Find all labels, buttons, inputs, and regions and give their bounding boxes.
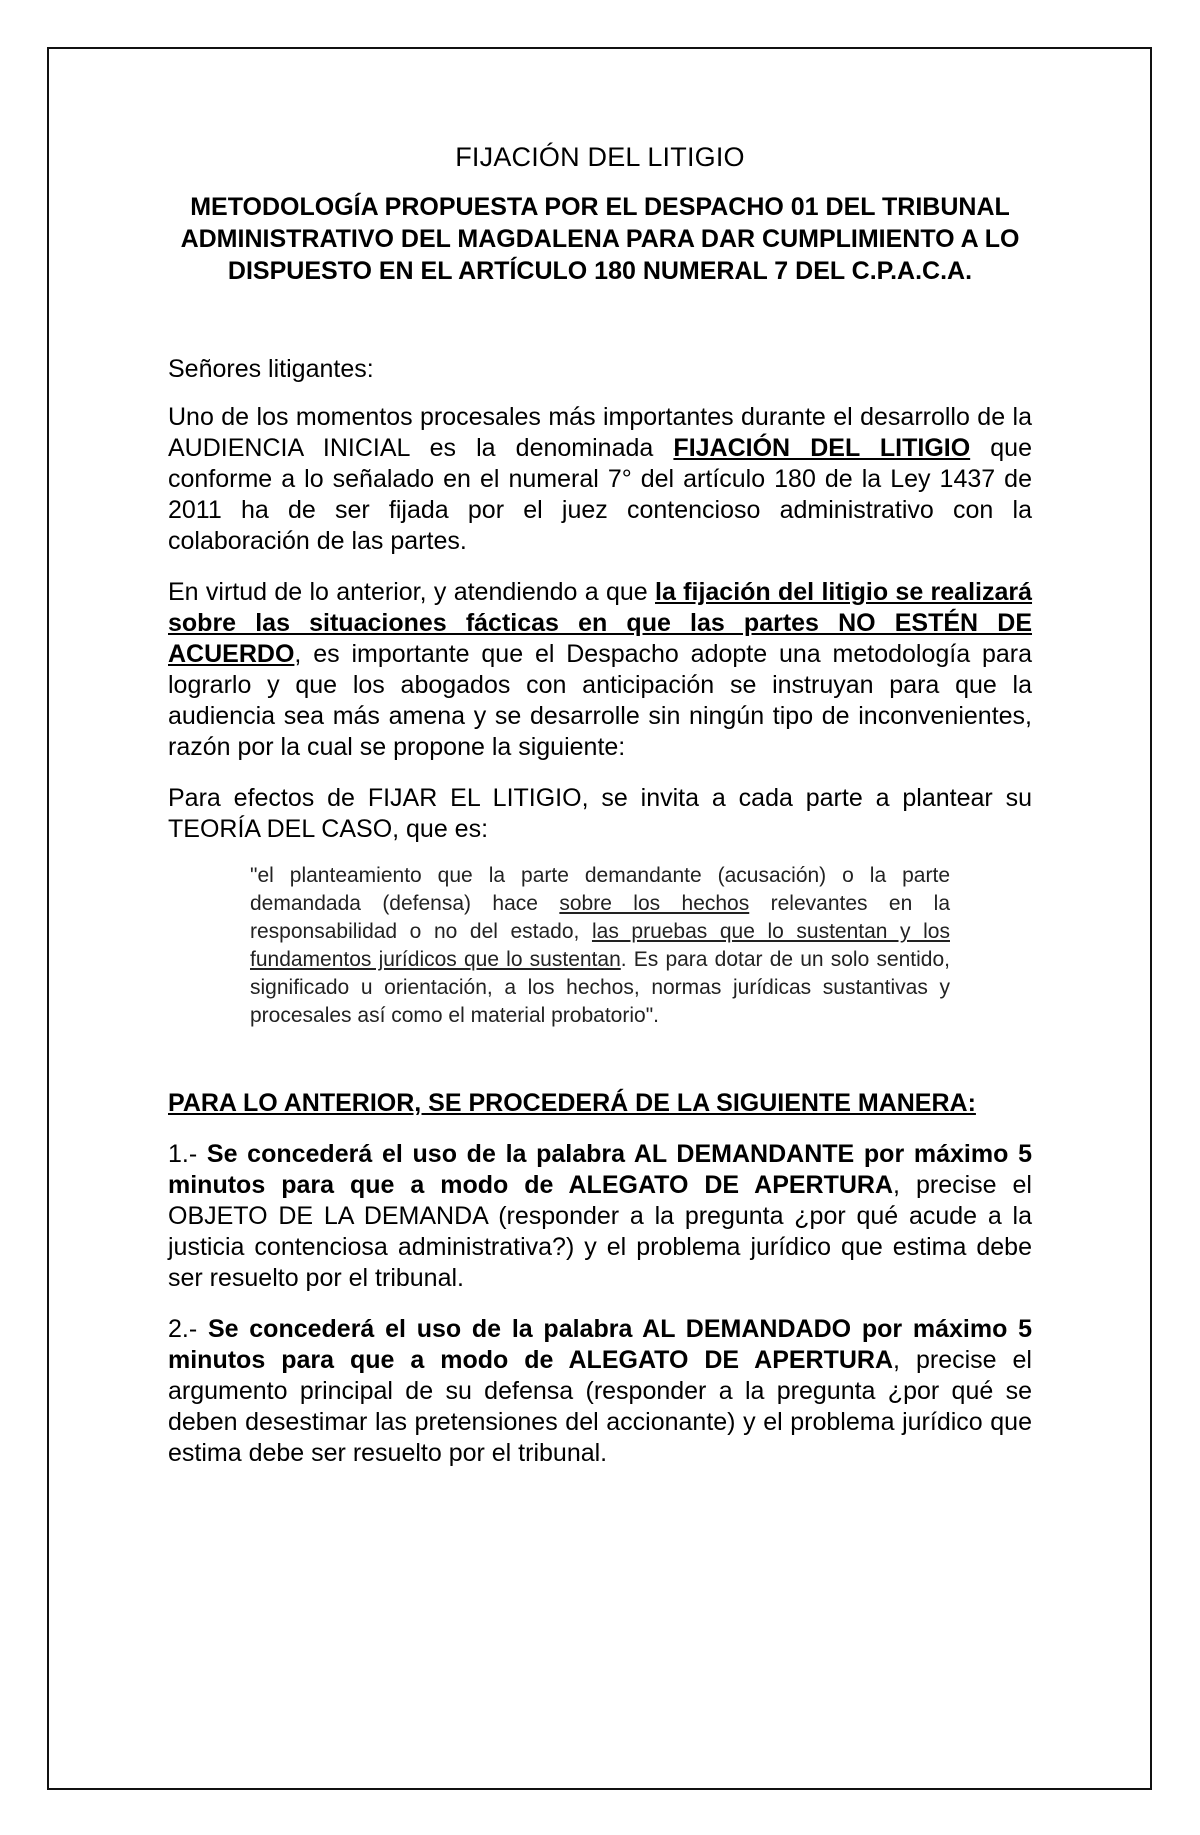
definition-quote (250, 862, 950, 1030)
paragraph-intro (168, 402, 1032, 557)
paragraph-methodology-emphasis: la fijación del litigio se realizará sobre las situaciones fácticas en que las partes NO ESTÉN DE ACUERDO (168, 578, 1033, 668)
paragraph-intro-emphasis: FIJACIÓN DEL LITIGIO (673, 434, 971, 462)
salutation: Señores litigantes: (168, 355, 374, 383)
paragraph-intro-text: Uno de los momentos procesales más importantes durante el desarrollo de la AUDIENCIA INICIAL es la denominada (168, 403, 1032, 462)
quote-text-mid: relevantes en la responsabilidad o no del estado, (250, 892, 950, 943)
quote-text: "el planteamiento que la parte demandante (acusación) o la parte demandada (defensa) hace (250, 864, 950, 915)
item-1-bold: Se concederá el uso de la palabra AL DEMANDANTE por máximo 5 minutos para que a modo de ALEGATO DE APERTURA (168, 1140, 1032, 1199)
paragraph-intro-text-end: que conforme a lo señalado en el numeral 7° del artículo 180 de la Ley 1437 de 2011 ha de ser fijada por el juez contencioso administrativo con la colaboración de las partes. (168, 434, 1032, 555)
item-2-bold: Se concederá el uso de la palabra AL DEMANDADO por máximo 5 minutos para que a modo de ALEGATO DE APERTURA (168, 1315, 1032, 1374)
paragraph-methodology-text: En virtud de lo anterior, y atendiendo a que (168, 578, 656, 606)
quote-underline-facts: sobre los hechos (559, 892, 750, 915)
item-2-text: , precise el argumento principal de su defensa (responder a la pregunta ¿por qué se deben desestimar las pretensiones del accionante) y el problema jurídico que estima debe ser resuelto por el tribunal. (168, 1346, 1032, 1467)
section-heading: PARA LO ANTERIOR, SE PROCEDERÁ DE LA SIGUIENTE MANERA: (168, 1089, 976, 1117)
procedure-item-1 (168, 1139, 1032, 1294)
procedure-item-2 (168, 1314, 1032, 1469)
paragraph-methodology (168, 577, 1032, 763)
document-title: FIJACIÓN DEL LITIGIO (455, 142, 745, 172)
item-1-number: 1.- (168, 1140, 207, 1168)
quote-underline-evidence: las pruebas que lo sustentan y los fundamentos jurídicos que lo sustentan (250, 920, 950, 971)
item-2-number: 2.- (168, 1315, 208, 1343)
document-subtitle: METODOLOGÍA PROPUESTA POR EL DESPACHO 01 DEL TRIBUNAL ADMINISTRATIVO DEL MAGDALENA PARA DAR CUMPLIMIENTO A LO DISPUESTO EN EL ARTÍCULO 180 NUMERAL 7 DEL C.P.A.C.A. (180, 193, 1020, 285)
document-body (168, 132, 1032, 1469)
paragraph-methodology-text-end: , es importante que el Despacho adopte una metodología para lograrlo y que los abogados con anticipación se instruyan para que la audiencia sea más amena y se desarrolle sin ningún tipo de inconvenientes, razón por la cual se propone la siguiente: (168, 640, 1032, 761)
paragraph-theory: Para efectos de FIJAR EL LITIGIO, se invita a cada parte a plantear su TEORÍA DEL CASO, que es: (168, 784, 1032, 843)
quote-text-end: . Es para dotar de un solo sentido, significado u orientación, a los hechos, normas jurídicas sustantivas y procesales así como el material probatorio". (250, 948, 951, 1027)
item-1-text: , precise el OBJETO DE LA DEMANDA (responder a la pregunta ¿por qué acude a la justicia contenciosa administrativa?) y el problema jurídico que estima debe ser resuelto por el tribunal. (168, 1171, 1032, 1292)
